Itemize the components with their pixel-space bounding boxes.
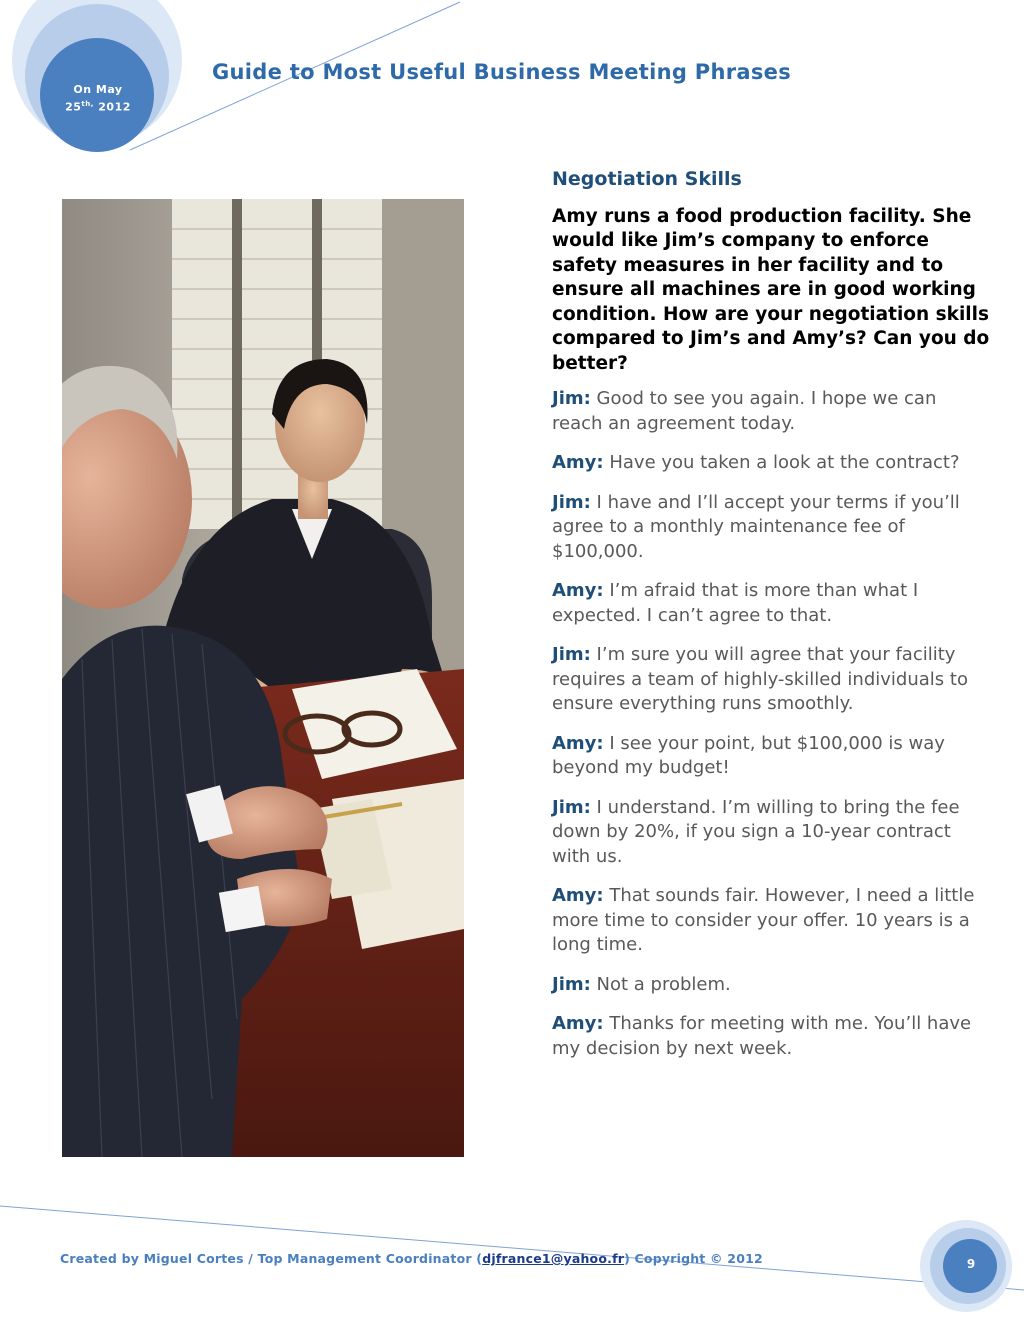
speaker-label: Amy: xyxy=(552,580,604,601)
page-title: Guide to Most Useful Business Meeting Phrases xyxy=(212,60,791,84)
dialogue-text: I’m sure you will agree that your facility requires a team of highly-skilled individuals to ensure everything runs smoothly. xyxy=(552,644,968,714)
footer-prefix: Created by Miguel Cortes / Top Management Coordinator ( xyxy=(60,1251,483,1266)
speaker-label: Jim: xyxy=(552,796,591,818)
footer-email-link[interactable]: djfrance1@yahoo.fr xyxy=(482,1251,625,1266)
meeting-photo xyxy=(62,199,464,1157)
speaker-label: Amy: xyxy=(552,732,604,754)
dialogue-line xyxy=(552,387,992,436)
dialogue-line xyxy=(552,643,992,717)
header-date xyxy=(58,82,138,115)
dialogue-line xyxy=(552,732,992,781)
speaker-label: Jim: xyxy=(552,388,591,409)
intro-paragraph: Amy runs a food production facility. She would like Jim’s company to enforce safety measures in her facility and to ensure all machines are in good working condition. How are your negotiation skills compared to Jim’s and Amy’s? Can you do better? xyxy=(552,205,990,374)
dialogue-line xyxy=(552,1012,992,1061)
dialogue-text: I have and I’ll accept your terms if you’ll agree to a monthly maintenance fee of $100,000. xyxy=(552,491,960,562)
dialogue-text: I’m afraid that is more than what I expected. I can’t agree to that. xyxy=(552,580,919,626)
dialogue-line xyxy=(552,796,992,870)
speaker-label: Amy: xyxy=(552,885,604,906)
date-day-year xyxy=(58,97,138,115)
date-year: 2012 xyxy=(98,100,131,114)
dialogue-line xyxy=(552,451,992,476)
date-month: On May xyxy=(73,83,123,96)
footer-credit xyxy=(60,1251,763,1266)
dialogue-text: I see your point, but $100,000 is way beyond my budget! xyxy=(552,732,945,778)
date-day: 25 xyxy=(65,100,82,114)
page-number: 9 xyxy=(966,1257,976,1271)
dialogue-text: Have you taken a look at the contract? xyxy=(603,452,960,473)
dialogue-text: Not a problem. xyxy=(590,973,731,995)
speaker-label: Amy: xyxy=(552,452,604,473)
speaker-label: Jim: xyxy=(552,644,591,665)
dialogue-line xyxy=(552,884,992,958)
speaker-label: Jim: xyxy=(552,973,591,995)
dialogue-line xyxy=(552,579,992,628)
dialogue-text: I understand. I’m willing to bring the fee down by 20%, if you sign a 10-year contract with us. xyxy=(552,796,960,867)
date-suffix: th, xyxy=(81,100,94,108)
dialogue-line xyxy=(552,491,992,565)
dialogue-line xyxy=(552,973,992,998)
meeting-photo-illustration xyxy=(62,199,464,1157)
speaker-label: Jim: xyxy=(552,491,591,513)
speaker-label: Amy: xyxy=(552,1013,604,1034)
dialogue-text: Good to see you again. I hope we can reach an agreement today. xyxy=(552,388,937,434)
section-heading: Negotiation Skills xyxy=(552,168,742,190)
dialogue-text: That sounds fair. However, I need a little more time to consider your offer. 10 years is a long time. xyxy=(552,885,975,955)
dialogue-text: Thanks for meeting with me. You’ll have my decision by next week. xyxy=(552,1013,972,1059)
main-content xyxy=(552,167,992,1076)
footer-diagonal-line xyxy=(0,1206,1024,1290)
footer-suffix: ) Copyright © 2012 xyxy=(624,1251,763,1266)
